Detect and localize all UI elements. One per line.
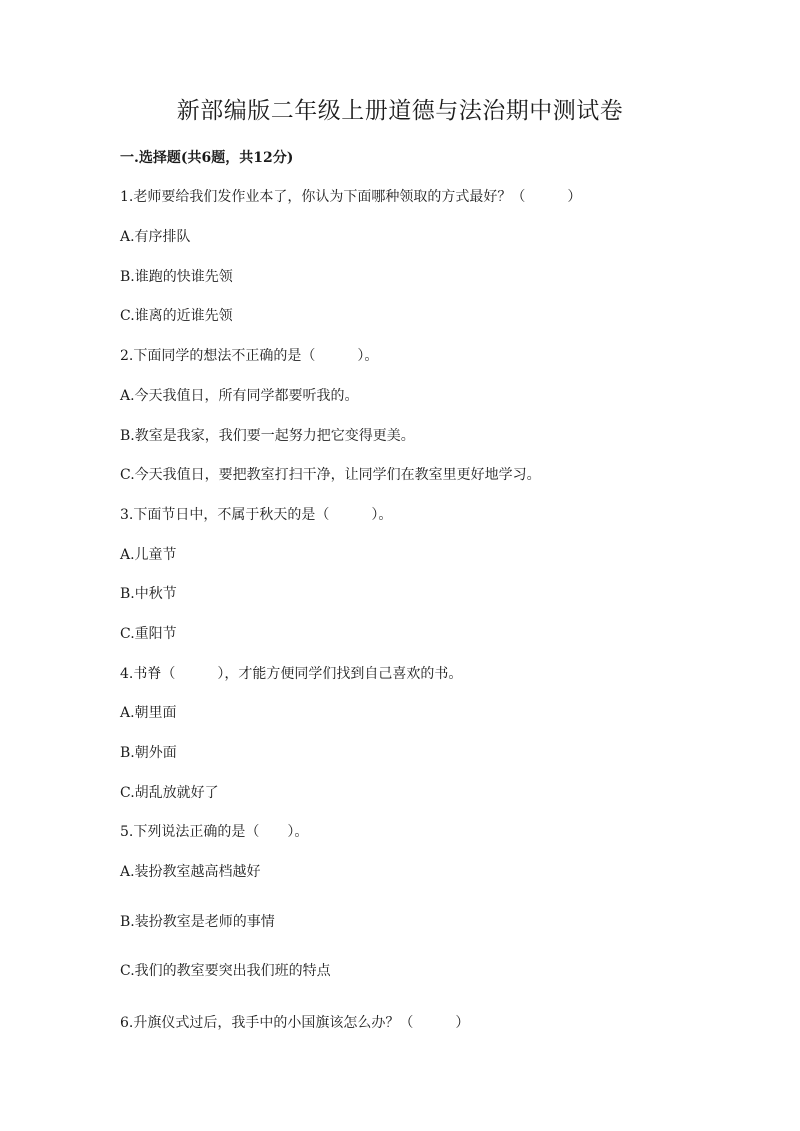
page-title: 新部编版二年级上册道德与法治期中测试卷 (176, 98, 624, 124)
question-3-option-a: A.儿童节 (120, 547, 177, 563)
question-2-option-a: A.今天我值日，所有同学都要听我的。 (120, 388, 359, 404)
question-1-option-b: B.谁跑的快谁先领 (120, 269, 233, 285)
section-heading: 一.选择题(共6题，共12分) (120, 150, 294, 166)
question-4-option-c: C.胡乱放就好了 (120, 785, 219, 801)
question-3-option-b: B.中秋节 (120, 586, 177, 602)
question-5-option-b: B.装扮教室是老师的事情 (120, 914, 275, 930)
question-2-option-c: C.今天我值日，要把教室打扫干净，让同学们在教室里更好地学习。 (120, 467, 541, 483)
question-3-option-c: C.重阳节 (120, 626, 177, 642)
question-4-option-b: B.朝外面 (120, 745, 177, 761)
question-4-option-a: A.朝里面 (120, 705, 177, 721)
question-3-stem: 3.下面节日中，不属于秋天的是（ ）。 (120, 507, 393, 523)
question-1-stem: 1.老师要给我们发作业本了，你认为下面哪种领取的方式最好？（ ） (120, 189, 582, 205)
question-2-stem: 2.下面同学的想法不正确的是（ ）。 (120, 348, 379, 364)
question-4-stem: 4.书脊（ ），才能方便同学们找到自己喜欢的书。 (120, 666, 463, 682)
question-5-option-c: C.我们的教室要突出我们班的特点 (120, 963, 331, 979)
question-1-option-a: A.有序排队 (120, 229, 191, 245)
question-5-stem: 5.下列说法正确的是（ ）。 (120, 824, 309, 840)
question-1-option-c: C.谁离的近谁先领 (120, 308, 233, 324)
question-2-option-b: B.教室是我家，我们要一起努力把它变得更美。 (120, 428, 415, 444)
question-6-stem: 6.升旗仪式过后，我手中的小国旗该怎么办？（ ） (120, 1015, 470, 1031)
question-5-option-a: A.装扮教室越高档越好 (120, 864, 261, 880)
